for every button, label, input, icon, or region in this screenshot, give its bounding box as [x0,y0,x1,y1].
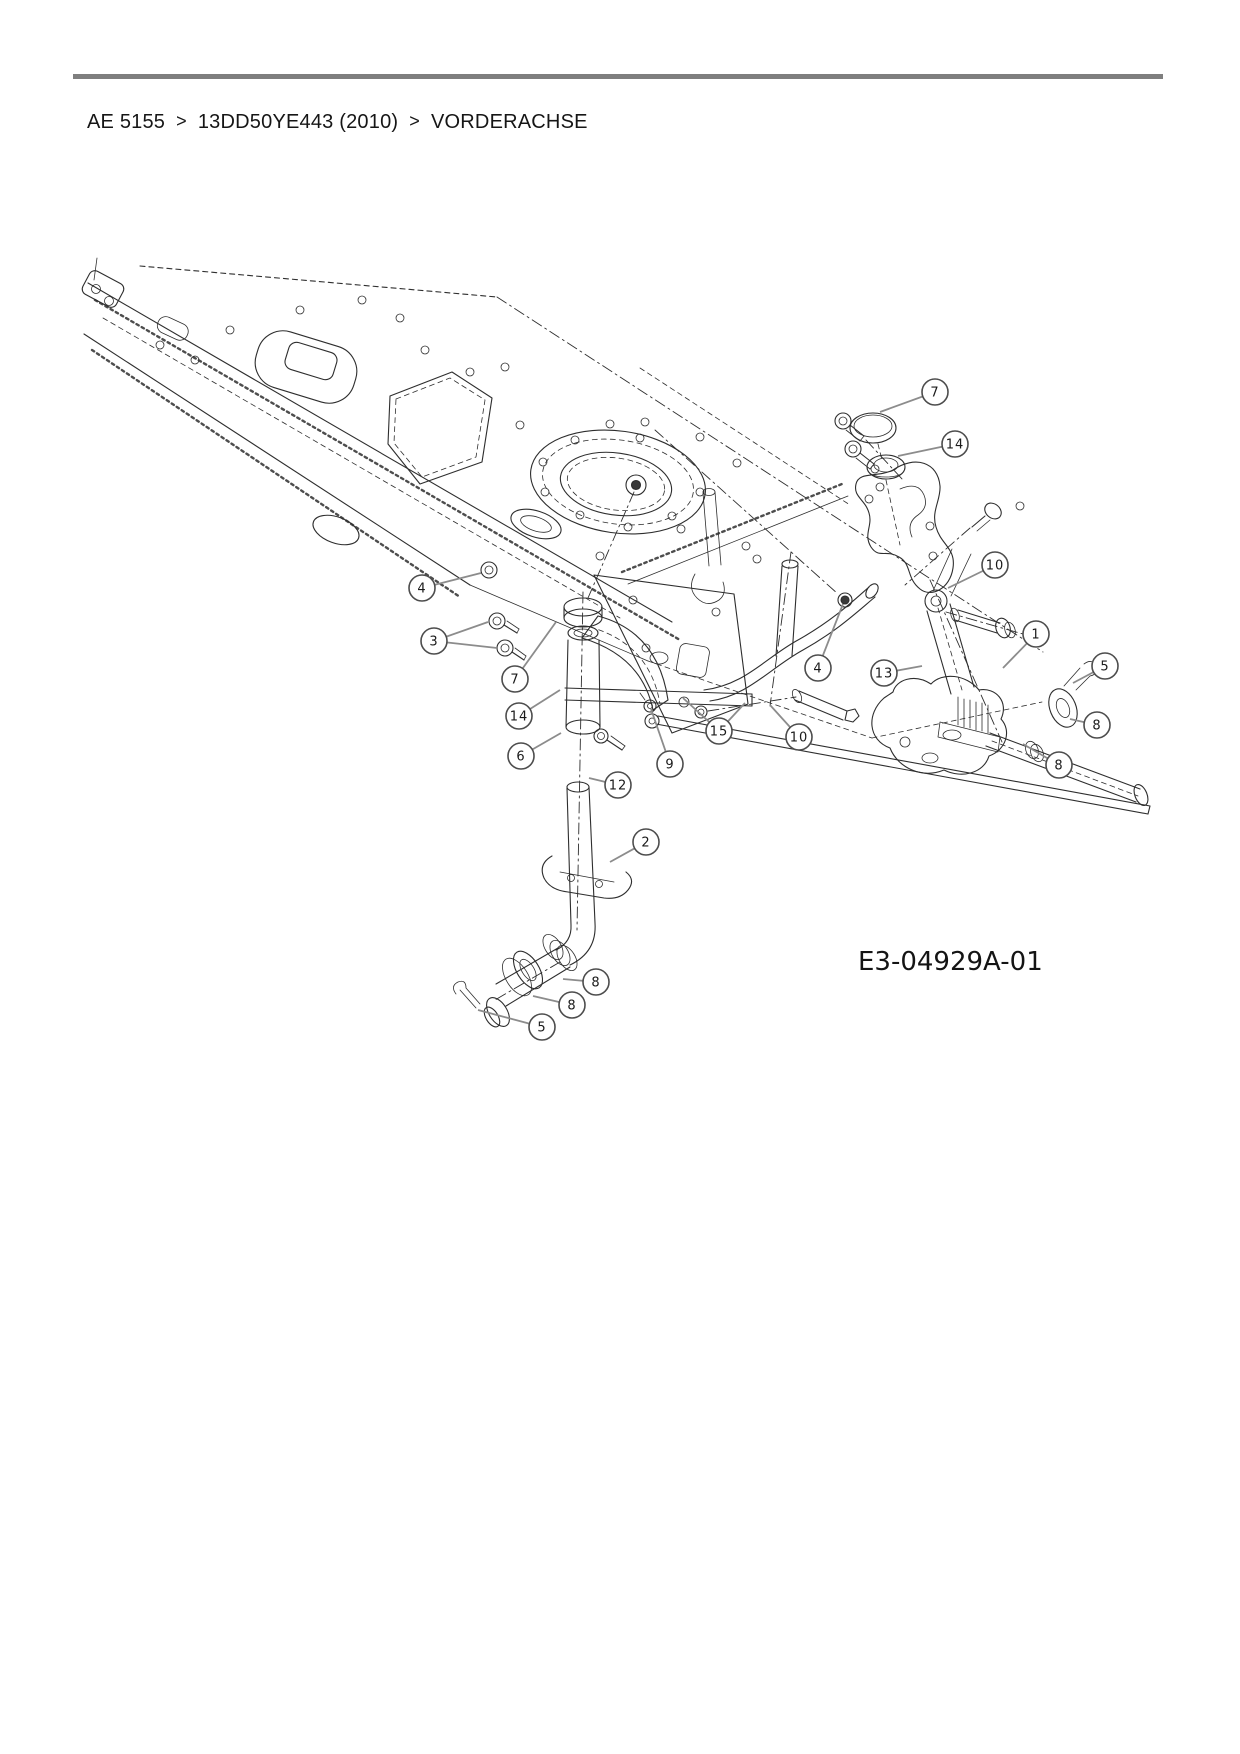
callout-7 [880,379,948,412]
breadcrumb-item-section[interactable]: VORDERACHSE [430,111,588,133]
diagram-code: E3-04929A-01 [858,947,1043,977]
svg-text:10: 10 [985,558,1005,574]
callout-2 [610,829,659,862]
svg-text:4: 4 [417,581,427,597]
svg-text:5: 5 [1100,659,1110,675]
callout-7 [502,622,556,692]
svg-text:6: 6 [516,749,526,765]
callout-12 [589,772,631,798]
callout-13 [871,660,922,686]
callout-8 [563,969,609,995]
svg-text:3: 3 [429,634,439,650]
svg-text:8: 8 [1092,718,1102,734]
callout-8 [1070,712,1110,738]
svg-text:14: 14 [945,437,965,453]
svg-text:5: 5 [537,1020,547,1036]
svg-text:15: 15 [709,724,729,740]
upper-fasteners [835,413,1004,592]
svg-text:4: 4 [813,661,823,677]
callout-10 [948,552,1008,588]
svg-text:1: 1 [1031,627,1041,643]
breadcrumb-separator: > [409,111,420,131]
svg-text:8: 8 [1054,758,1064,774]
callout-14 [506,690,560,729]
callout-10 [770,705,812,750]
svg-text:7: 7 [510,672,520,688]
svg-text:8: 8 [591,975,601,991]
svg-text:9: 9 [665,757,675,773]
svg-text:7: 7 [930,385,940,401]
svg-text:14: 14 [509,709,529,725]
svg-text:10: 10 [789,730,809,746]
breadcrumb-item-variant[interactable]: 13DD50YE443 (2010) [197,111,399,133]
breadcrumb-separator: > [176,111,187,131]
callout-6 [508,733,561,769]
svg-text:2: 2 [641,835,651,851]
callout-4 [805,604,843,681]
svg-text:12: 12 [608,778,628,794]
callout-3 [421,622,497,654]
callout-8 [1023,744,1072,778]
frame-drawing [80,258,1043,738]
svg-text:8: 8 [567,998,577,1014]
svg-text:13: 13 [874,666,894,682]
callout-layer [409,379,1118,1040]
breadcrumb-item-model[interactable]: AE 5155 [87,111,166,133]
callout-14 [898,431,968,457]
